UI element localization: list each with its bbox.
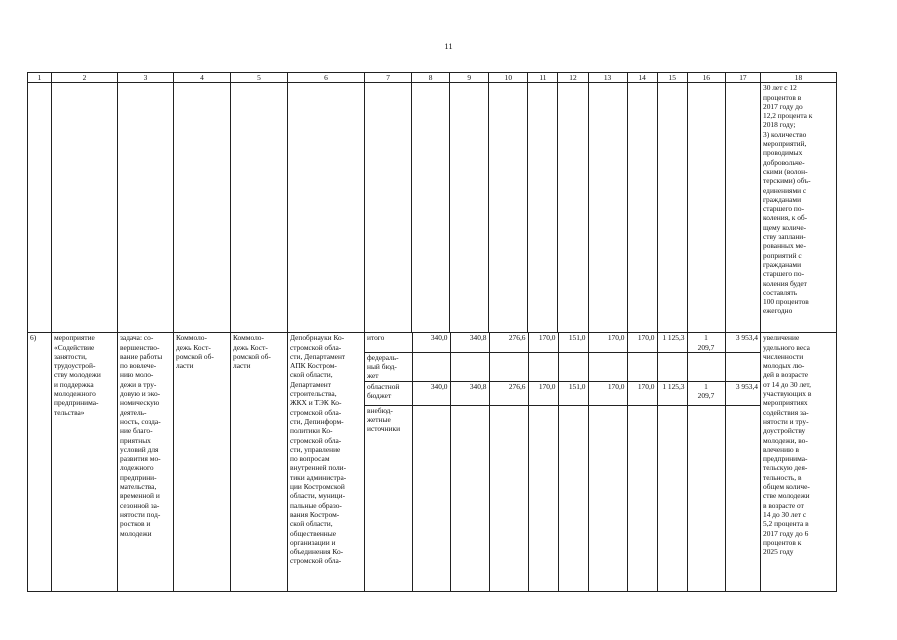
funding-value: 151,0 [558,381,588,405]
funding-value: 170,0 [528,381,558,405]
header-cell: 14 [627,73,657,83]
row-number: 6) [28,333,52,592]
funding-row-federal [365,352,760,381]
funding-value: 340,8 [450,381,489,405]
header-cell: 3 [118,73,174,83]
funding-source: областной бюджет [365,381,412,405]
header-cell: 6 [288,73,365,83]
funding-value: 340,8 [450,333,489,352]
coordinator: Коммоло- дежь Кост- ромской об- ласти [231,333,288,592]
header-cell: 16 [687,73,725,83]
row-6 [28,333,837,592]
funding-value: 3 953,4 [725,333,760,352]
funding-row-total [365,333,760,352]
funding-value: 170,0 [528,333,558,352]
header-cell: 7 [365,73,412,83]
header-cell: 18 [761,73,837,83]
header-cell: 12 [558,73,588,83]
program-table [27,72,837,592]
funding-value: 151,0 [558,333,588,352]
header-cell: 11 [528,73,558,83]
header-cell: 4 [174,73,231,83]
header-row [28,73,837,83]
funding-value: 340,0 [412,333,450,352]
header-cell: 8 [412,73,450,83]
funding-value: 170,0 [627,381,657,405]
header-cell: 2 [52,73,118,83]
funding-source: внебюд- жетные источники [365,405,412,591]
continuation-row [28,83,837,333]
responsible-executor: Коммоло- дежь Кост- ромской об- ласти [174,333,231,592]
indicator-continuation: 30 лет с 12 процентов в 2017 году до 12,2 процента к 2018 году; 3) количество мероприятий, проводимых добровольче- скими (волон- терскими) объ- единениями с гражданами старшего по- коления, к об- щему количе- ству заплани- рованных ме- роприятий с гражданами старшего по- коления будет составлять 100 процентов ежегодно [761,83,837,333]
measure-name: мероприятие «Содействие занятости, трудоустрой- ству молодежи и поддержка молодежного предпринима- тельства» [52,333,118,592]
funding-value: 276,6 [489,381,528,405]
funding-block [365,333,761,592]
funding-value: 1 209,7 [687,381,725,405]
task-text: задача: со- вершенство- вание работы по вовлече- нию моло- дежи в тру- довую и эко- номическую деятель- ность, созда- ние благо- приятных условий для развития мо- лодежного предприни- мательства, временной и сезонной за- нятости под- ростков и молодежи [118,333,174,592]
funding-value: 170,0 [588,333,627,352]
page-number: 11 [444,41,453,51]
funding-value: 1 209,7 [687,333,725,352]
funding-source: итого [365,333,412,352]
funding-value: 276,6 [489,333,528,352]
header-cell: 9 [450,73,489,83]
funding-value: 340,0 [412,381,450,405]
funding-row-extrabudget [365,405,760,591]
funding-value: 1 125,3 [657,381,687,405]
header-cell: 5 [231,73,288,83]
header-cell: 13 [588,73,627,83]
header-cell: 15 [657,73,687,83]
funding-value: 3 953,4 [725,381,760,405]
funding-row-regional [365,381,760,405]
header-cell: 10 [489,73,528,83]
funding-value: 170,0 [588,381,627,405]
funding-value: 1 125,3 [657,333,687,352]
header-cell: 1 [28,73,52,83]
funding-table [365,333,760,591]
header-cell: 17 [725,73,760,83]
funding-value: 170,0 [627,333,657,352]
participants: Депобрнауки Ко- стромской обла- сти, Департамент АПК Костром- ской области, Департамент строительства, ЖКХ и ТЭК Ко- стромской обла- сти, Депинформ- политики Ко- стромской обла- сти, управление по вопросам внутренней поли- тики администра- ции Костромской области, муници- пальные образо- вания Костром- ской области, общественные организации и объединения Ко- стромской обла- [288,333,365,592]
expected-result: увеличение удельного веса численности молодых лю- дей в возрасте от 14 до 30 лет, участвующих в мероприятиях содействия за- нятости и тру- доустройству молодежи, во- влечению в предпринима- тельскую дея- тельность, в общем количе- стве молодежи в возрасте от 14 до 30 лет с 5,2 процента в 2017 году до 6 процентов к 2025 году [761,333,837,592]
funding-source: федераль- ный бюд- жет [365,352,412,381]
